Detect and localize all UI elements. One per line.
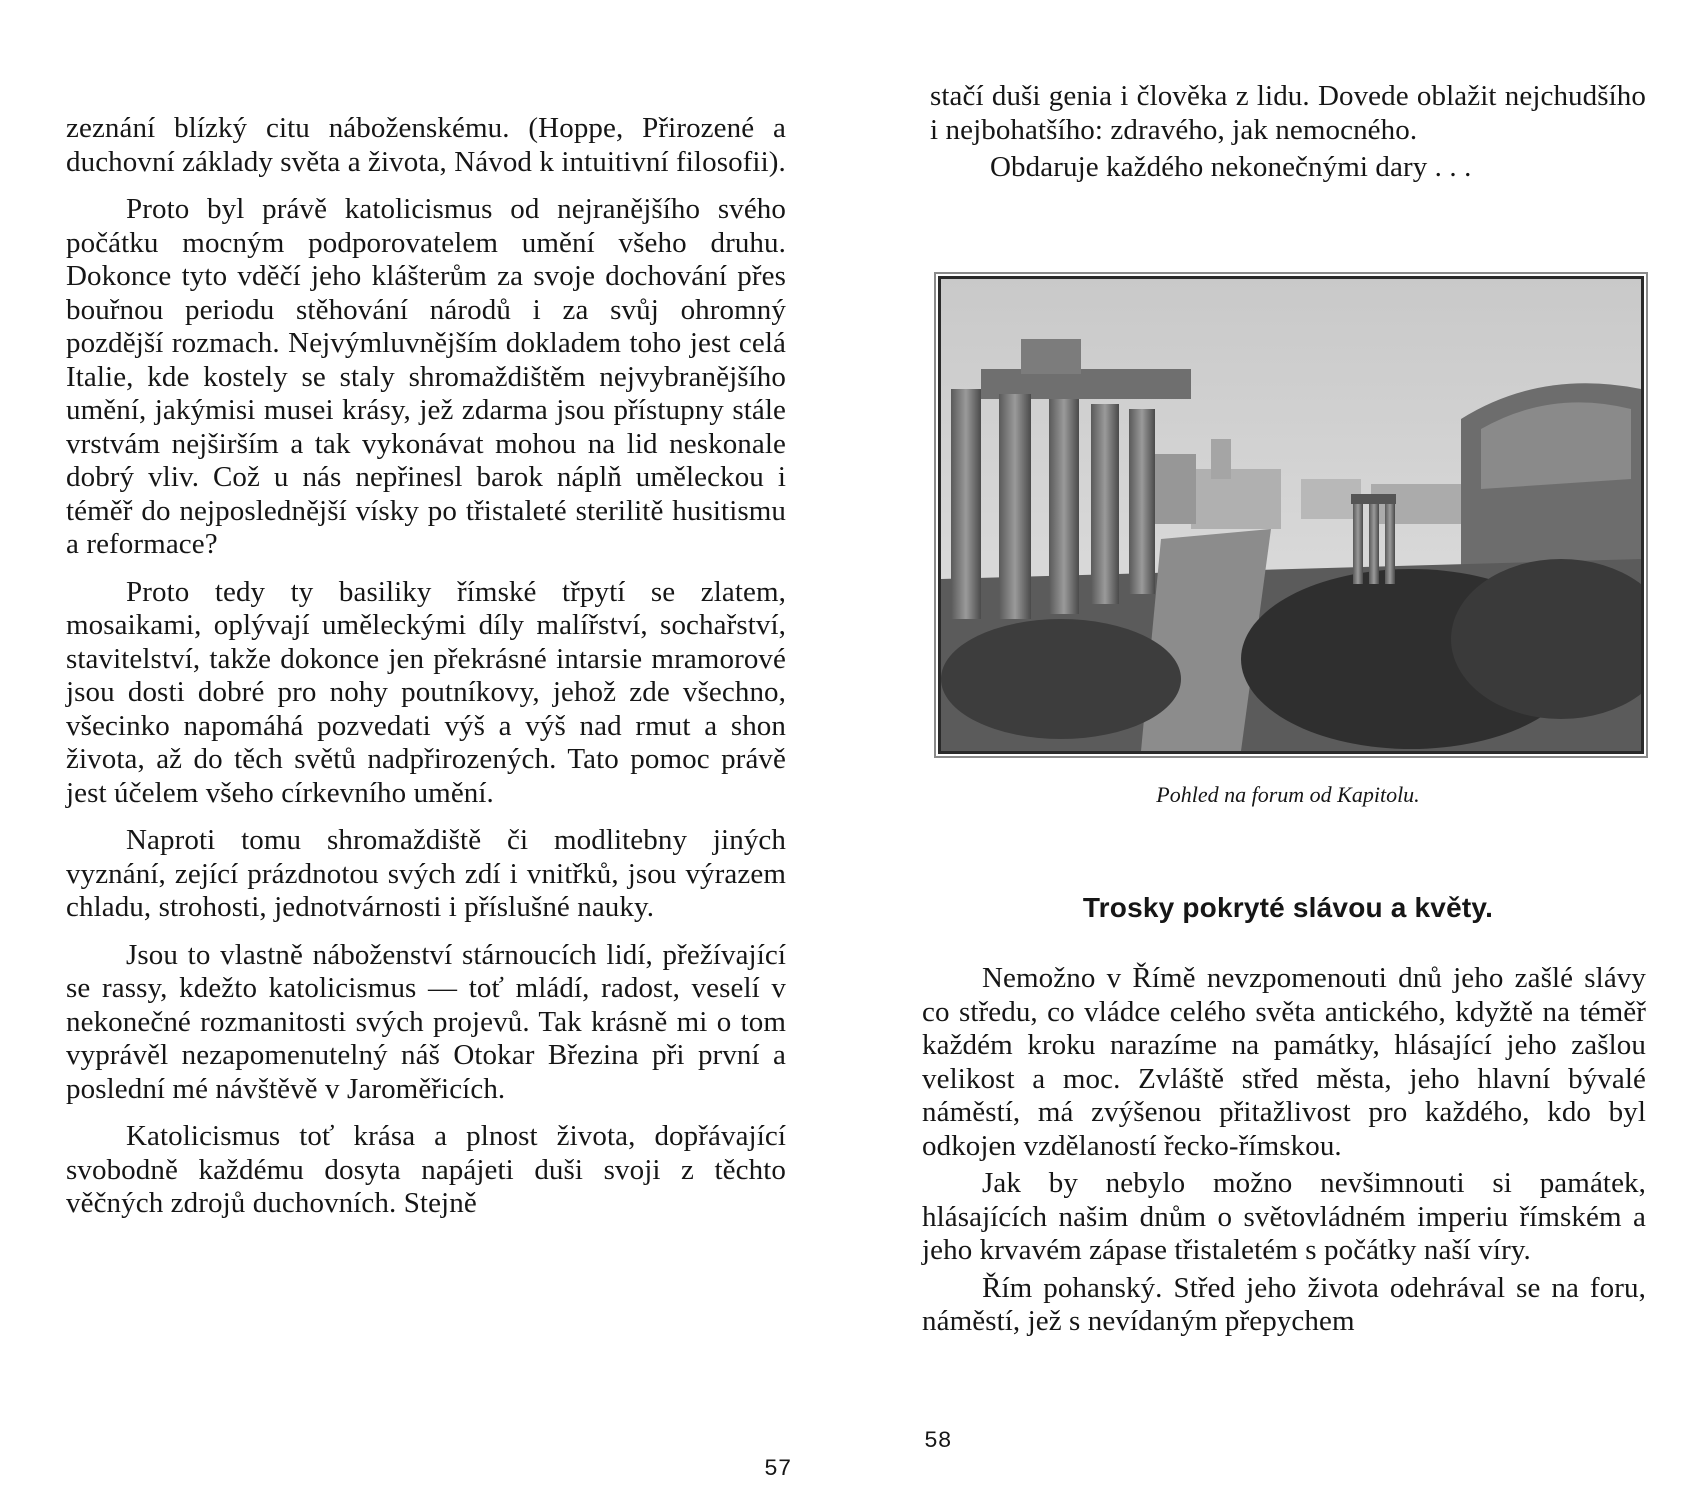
page-number: 58 [924,1428,952,1454]
forum-photo-illustration [941,279,1641,751]
paragraph: Jak by nebylo možno nevšimnouti si památek, hlásajících našim dnům o světovládném imperiu římském a jeho krvavém zápase třistaletém s počátky naší víry. [922,1167,1646,1266]
right-top-text [930,80,1646,189]
section-heading: Trosky pokryté slávou a květy. [1082,892,1494,923]
right-text-column [922,962,1646,1343]
paragraph: zeznání blízký citu náboženskému. (Hoppe, Přirozené a duchovní základy světa a života, Návod k intuitivní filosofii). [66,112,786,178]
paragraph: Nemožno v Římě nevzpomenouti dnů jeho zašlé slávy co středu, co vládce celého světa antického, kdyžtě na téměř každém kroku narazíme na památky, hlásající jeho zašlou velikost a moc. Zvláště střed města, jeho hlavní bývalé náměstí, má zvýšenou přitažlivost pro každého, kdo byl odkojen vzdělaností řecko-římskou. [922,962,1646,1162]
paragraph: stačí duši genia i člověka z lidu. Dovede oblažit nejchudšího i nejbohatšího: zdravého, jak nemocného. [930,80,1646,146]
paragraph: Jsou to vlastně náboženství stárnoucích lidí, přežívající se rassy, kdežto katolicismus — toť mládí, radost, veselí v nekonečné rozmanitosti svých projevů. Tak krásně mi o tom vyprávěl nezapomenutelný náš Otokar Březina při první a poslední mé návštěvě v Jaroměřicích. [66,938,786,1105]
right-page [846,0,1692,1500]
page-number: 57 [764,1456,792,1482]
forum-photograph [938,276,1644,754]
paragraph: Proto tedy ty basiliky římské třpytí se zlatem, mosaikami, oplývají uměleckými díly malířství, sochařství, stavitelství, takže dokonce jen překrásné intarsie mramorové jsou dosti dobré pro nohy poutníkovy, jehož zde všechno, všecinko napomáhá pozvedati výš a výš nad rmut a shon života, až do těch světů nadpřirozených. Tato pomoc právě jest účelem všeho církevního umění. [66,575,786,809]
photo-caption: Pohled na forum od Kapitolu. [1156,782,1420,807]
paragraph: Naproti tomu shromaždiště či modlitebny jiných vyznání, zející prázdnotou svých zdí i vnitřků, jsou výrazem chladu, strohosti, jednotvárnosti i příslušné nauky. [66,824,786,923]
paragraph: Katolicismus toť krása a plnost života, dopřávající svobodně každému dosyta napájeti duši svoji z těchto věčných zdrojů duchovních. Stejně [66,1120,786,1219]
left-text-column [66,112,786,1235]
paragraph: Řím pohanský. Střed jeho života odehrával se na foru, náměstí, jež s nevídaným přepychem [922,1271,1646,1337]
paragraph: Proto byl právě katolicismus od nejranějšího svého počátku mocným podporovatelem umění všeho druhu. Dokonce tyto vděčí jeho klášterům za svoje dochování přes bouřnou periodu stěhování národů i za svůj ohromný pozdější rozmach. Nejvýmluvnějším dokladem toho jest celá Italie, kde kostely se staly shromaždištěm nejvybranějšího umění, jakýmisi musei krásy, jež zdarma jsou přístupny stále vrstvám nejširším a tak vykonávat mohou na lid neskonale dobrý vliv. Což u nás nepřinesl barok náplň uměleckou i téměř do nejposlednější vísky po třistaleté sterilitě husitismu a reformace? [66,193,786,560]
paragraph: Obdaruje každého nekonečnými dary . . . [990,151,1472,183]
